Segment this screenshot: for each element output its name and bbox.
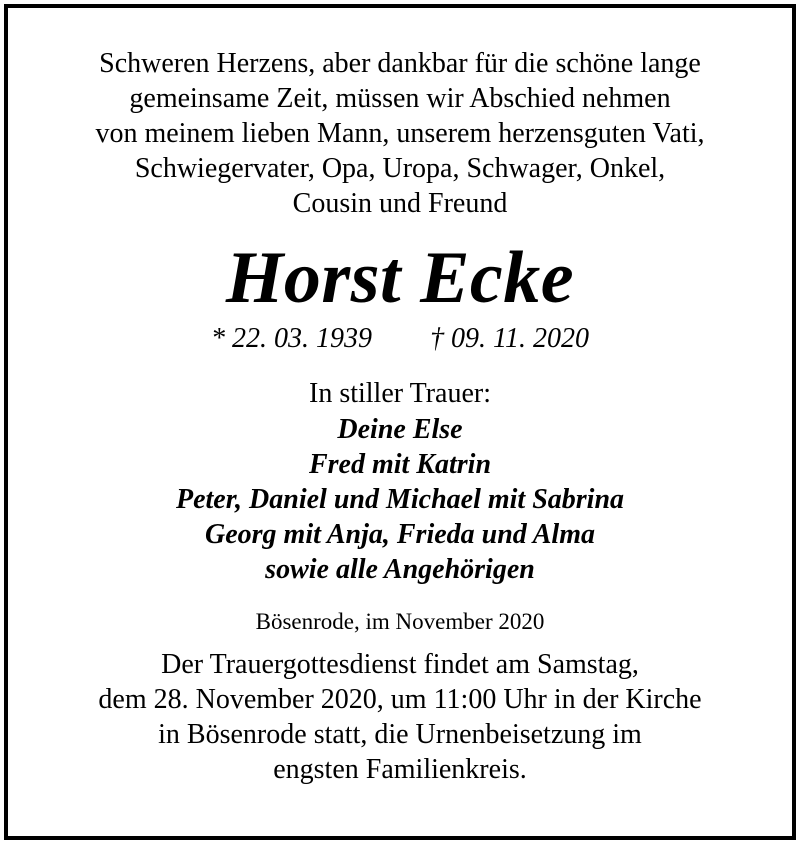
intro-line: Schweren Herzens, aber dankbar für die schöne lange xyxy=(99,48,701,79)
obituary-content xyxy=(8,8,792,787)
mourning-label: In stiller Trauer: xyxy=(309,378,491,409)
intro-line: gemeinsame Zeit, müssen wir Abschied nehmen xyxy=(129,83,671,114)
service-line: Der Trauergottesdienst findet am Samstag, xyxy=(161,649,639,680)
birth-date: * 22. 03. 1939 xyxy=(211,323,373,354)
intro-text xyxy=(8,46,792,221)
mourner-line: Peter, Daniel und Michael mit Sabrina xyxy=(175,484,625,515)
life-dates xyxy=(8,322,792,356)
service-line: engsten Familienkreis. xyxy=(273,754,527,785)
service-line: dem 28. November 2020, um 11:00 Uhr in der Kirche xyxy=(98,684,702,715)
mourners-list xyxy=(8,412,792,587)
intro-line: Cousin und Freund xyxy=(292,188,508,219)
mourner-line: sowie alle Angehörigen xyxy=(265,554,535,585)
place-date: Bösenrode, im November 2020 xyxy=(255,609,545,634)
mourner-line: Georg mit Anja, Frieda und Alma xyxy=(205,519,595,550)
service-info xyxy=(8,647,792,787)
mourner-line: Fred mit Katrin xyxy=(308,449,492,480)
deceased-name: Horst Ecke xyxy=(225,237,575,319)
intro-line: von meinem lieben Mann, unserem herzensguten Vati, xyxy=(95,118,705,149)
intro-line: Schwiegervater, Opa, Uropa, Schwager, Onkel, xyxy=(134,153,666,184)
service-line: in Bösenrode statt, die Urnenbeisetzung im xyxy=(158,719,642,750)
obituary-frame xyxy=(4,4,796,840)
death-date: † 09. 11. 2020 xyxy=(430,323,589,354)
mourner-line: Deine Else xyxy=(337,414,463,445)
